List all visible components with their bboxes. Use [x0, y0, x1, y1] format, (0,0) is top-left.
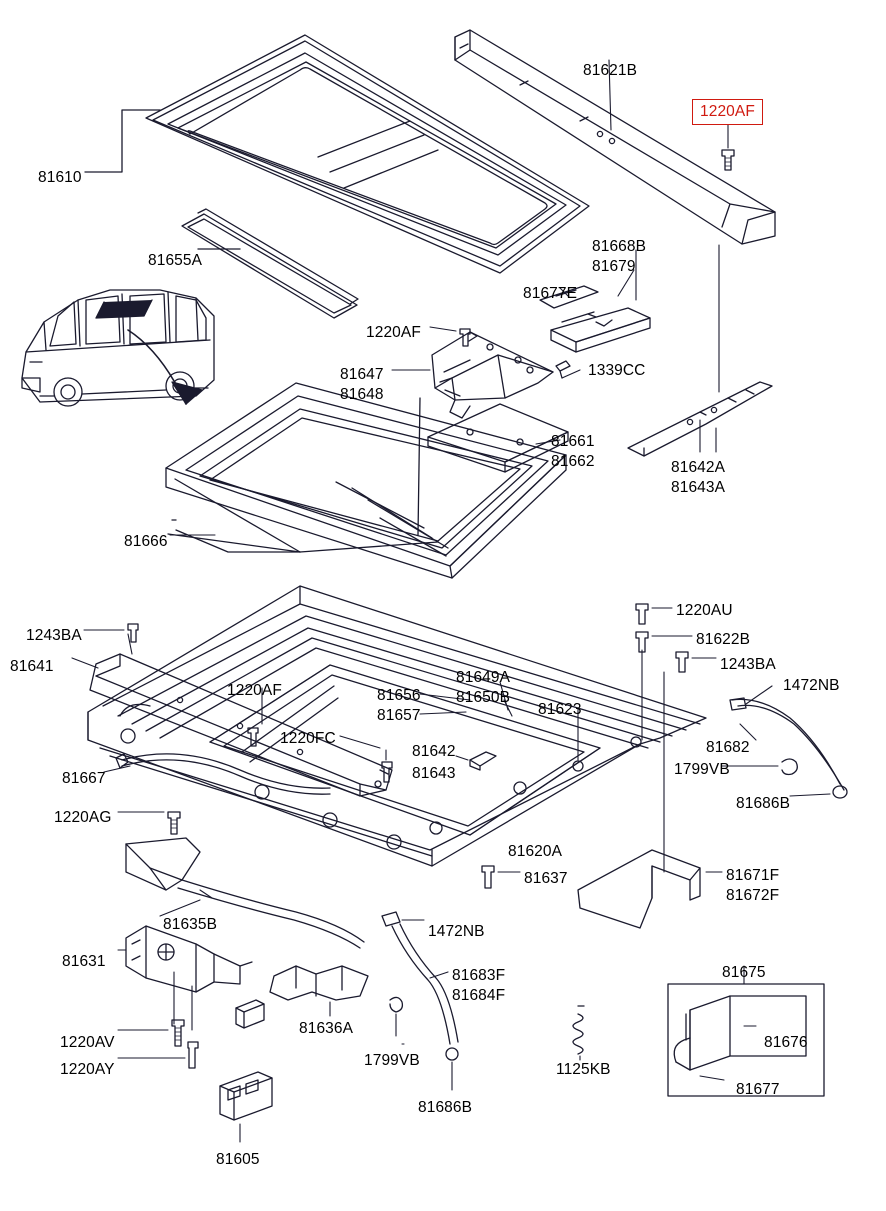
part-label-1220AU: 1220AU: [676, 602, 733, 619]
part-label-81635B: 81635B: [163, 916, 218, 933]
part-label-1220FC: 1220FC: [280, 730, 336, 747]
part-label-81667: 81667: [62, 770, 106, 787]
part-label-81662: 81662: [551, 453, 595, 470]
part-label-1220AG: 1220AG: [54, 809, 112, 826]
part-label-81677: 81677: [736, 1081, 780, 1098]
part-label-81649A: 81649A: [456, 669, 511, 686]
part-label-81668B: 81668B: [592, 238, 647, 255]
part-label-81650B: 81650B: [456, 689, 511, 706]
part-label-81622B: 81622B: [696, 631, 751, 648]
part-label-81631: 81631: [62, 953, 106, 970]
part-label-81637: 81637: [524, 870, 568, 887]
part-label-81682: 81682: [706, 739, 750, 756]
part-label-1220AF-highlighted[interactable]: 1220AF: [692, 99, 763, 125]
part-label-1472NB-right: 1472NB: [783, 677, 840, 694]
part-label-1799VB-low: 1799VB: [364, 1052, 420, 1069]
part-label-81610: 81610: [38, 169, 82, 186]
part-label-81686B-low: 81686B: [418, 1099, 473, 1116]
part-label-81657: 81657: [377, 707, 421, 724]
part-label-81623: 81623: [538, 701, 582, 718]
part-label-81636A: 81636A: [299, 1020, 354, 1037]
part-label-1220AY: 1220AY: [60, 1061, 115, 1078]
part-label-81641: 81641: [10, 658, 54, 675]
part-label-1220AF-mid: 1220AF: [366, 324, 421, 341]
part-label-81677E: 81677E: [523, 285, 578, 302]
part-label-81621B: 81621B: [583, 62, 638, 79]
part-label-1220AV: 1220AV: [60, 1034, 115, 1051]
part-label-81647: 81647: [340, 366, 384, 383]
part-label-81642: 81642: [412, 743, 456, 760]
part-label-81666: 81666: [124, 533, 168, 550]
part-label-1472NB-low: 1472NB: [428, 923, 485, 940]
part-label-81655A: 81655A: [148, 252, 203, 269]
part-label-1220AF-low: 1220AF: [227, 682, 282, 699]
part-label-1243BA-right: 1243BA: [720, 656, 776, 673]
part-label-81643A: 81643A: [671, 479, 726, 496]
part-label-81605: 81605: [216, 1151, 260, 1168]
part-label-81648: 81648: [340, 386, 384, 403]
part-label-81679: 81679: [592, 258, 636, 275]
part-label-1243BA-left: 1243BA: [26, 627, 82, 644]
part-label-81671F: 81671F: [726, 867, 780, 884]
part-label-81620A: 81620A: [508, 843, 563, 860]
part-label-81683F: 81683F: [452, 967, 506, 984]
part-label-81656: 81656: [377, 687, 421, 704]
part-label-81672F: 81672F: [726, 887, 780, 904]
part-label-1125KB: 1125KB: [556, 1061, 611, 1078]
part-label-81675: 81675: [722, 964, 766, 981]
part-label-81642A: 81642A: [671, 459, 726, 476]
part-label-1799VB-right: 1799VB: [674, 761, 730, 778]
part-label-1339CC: 1339CC: [588, 362, 646, 379]
part-label-81676: 81676: [764, 1034, 808, 1051]
part-label-81661: 81661: [551, 433, 595, 450]
part-label-81643: 81643: [412, 765, 456, 782]
part-label-81684F: 81684F: [452, 987, 506, 1004]
part-label-81686B-right: 81686B: [736, 795, 791, 812]
